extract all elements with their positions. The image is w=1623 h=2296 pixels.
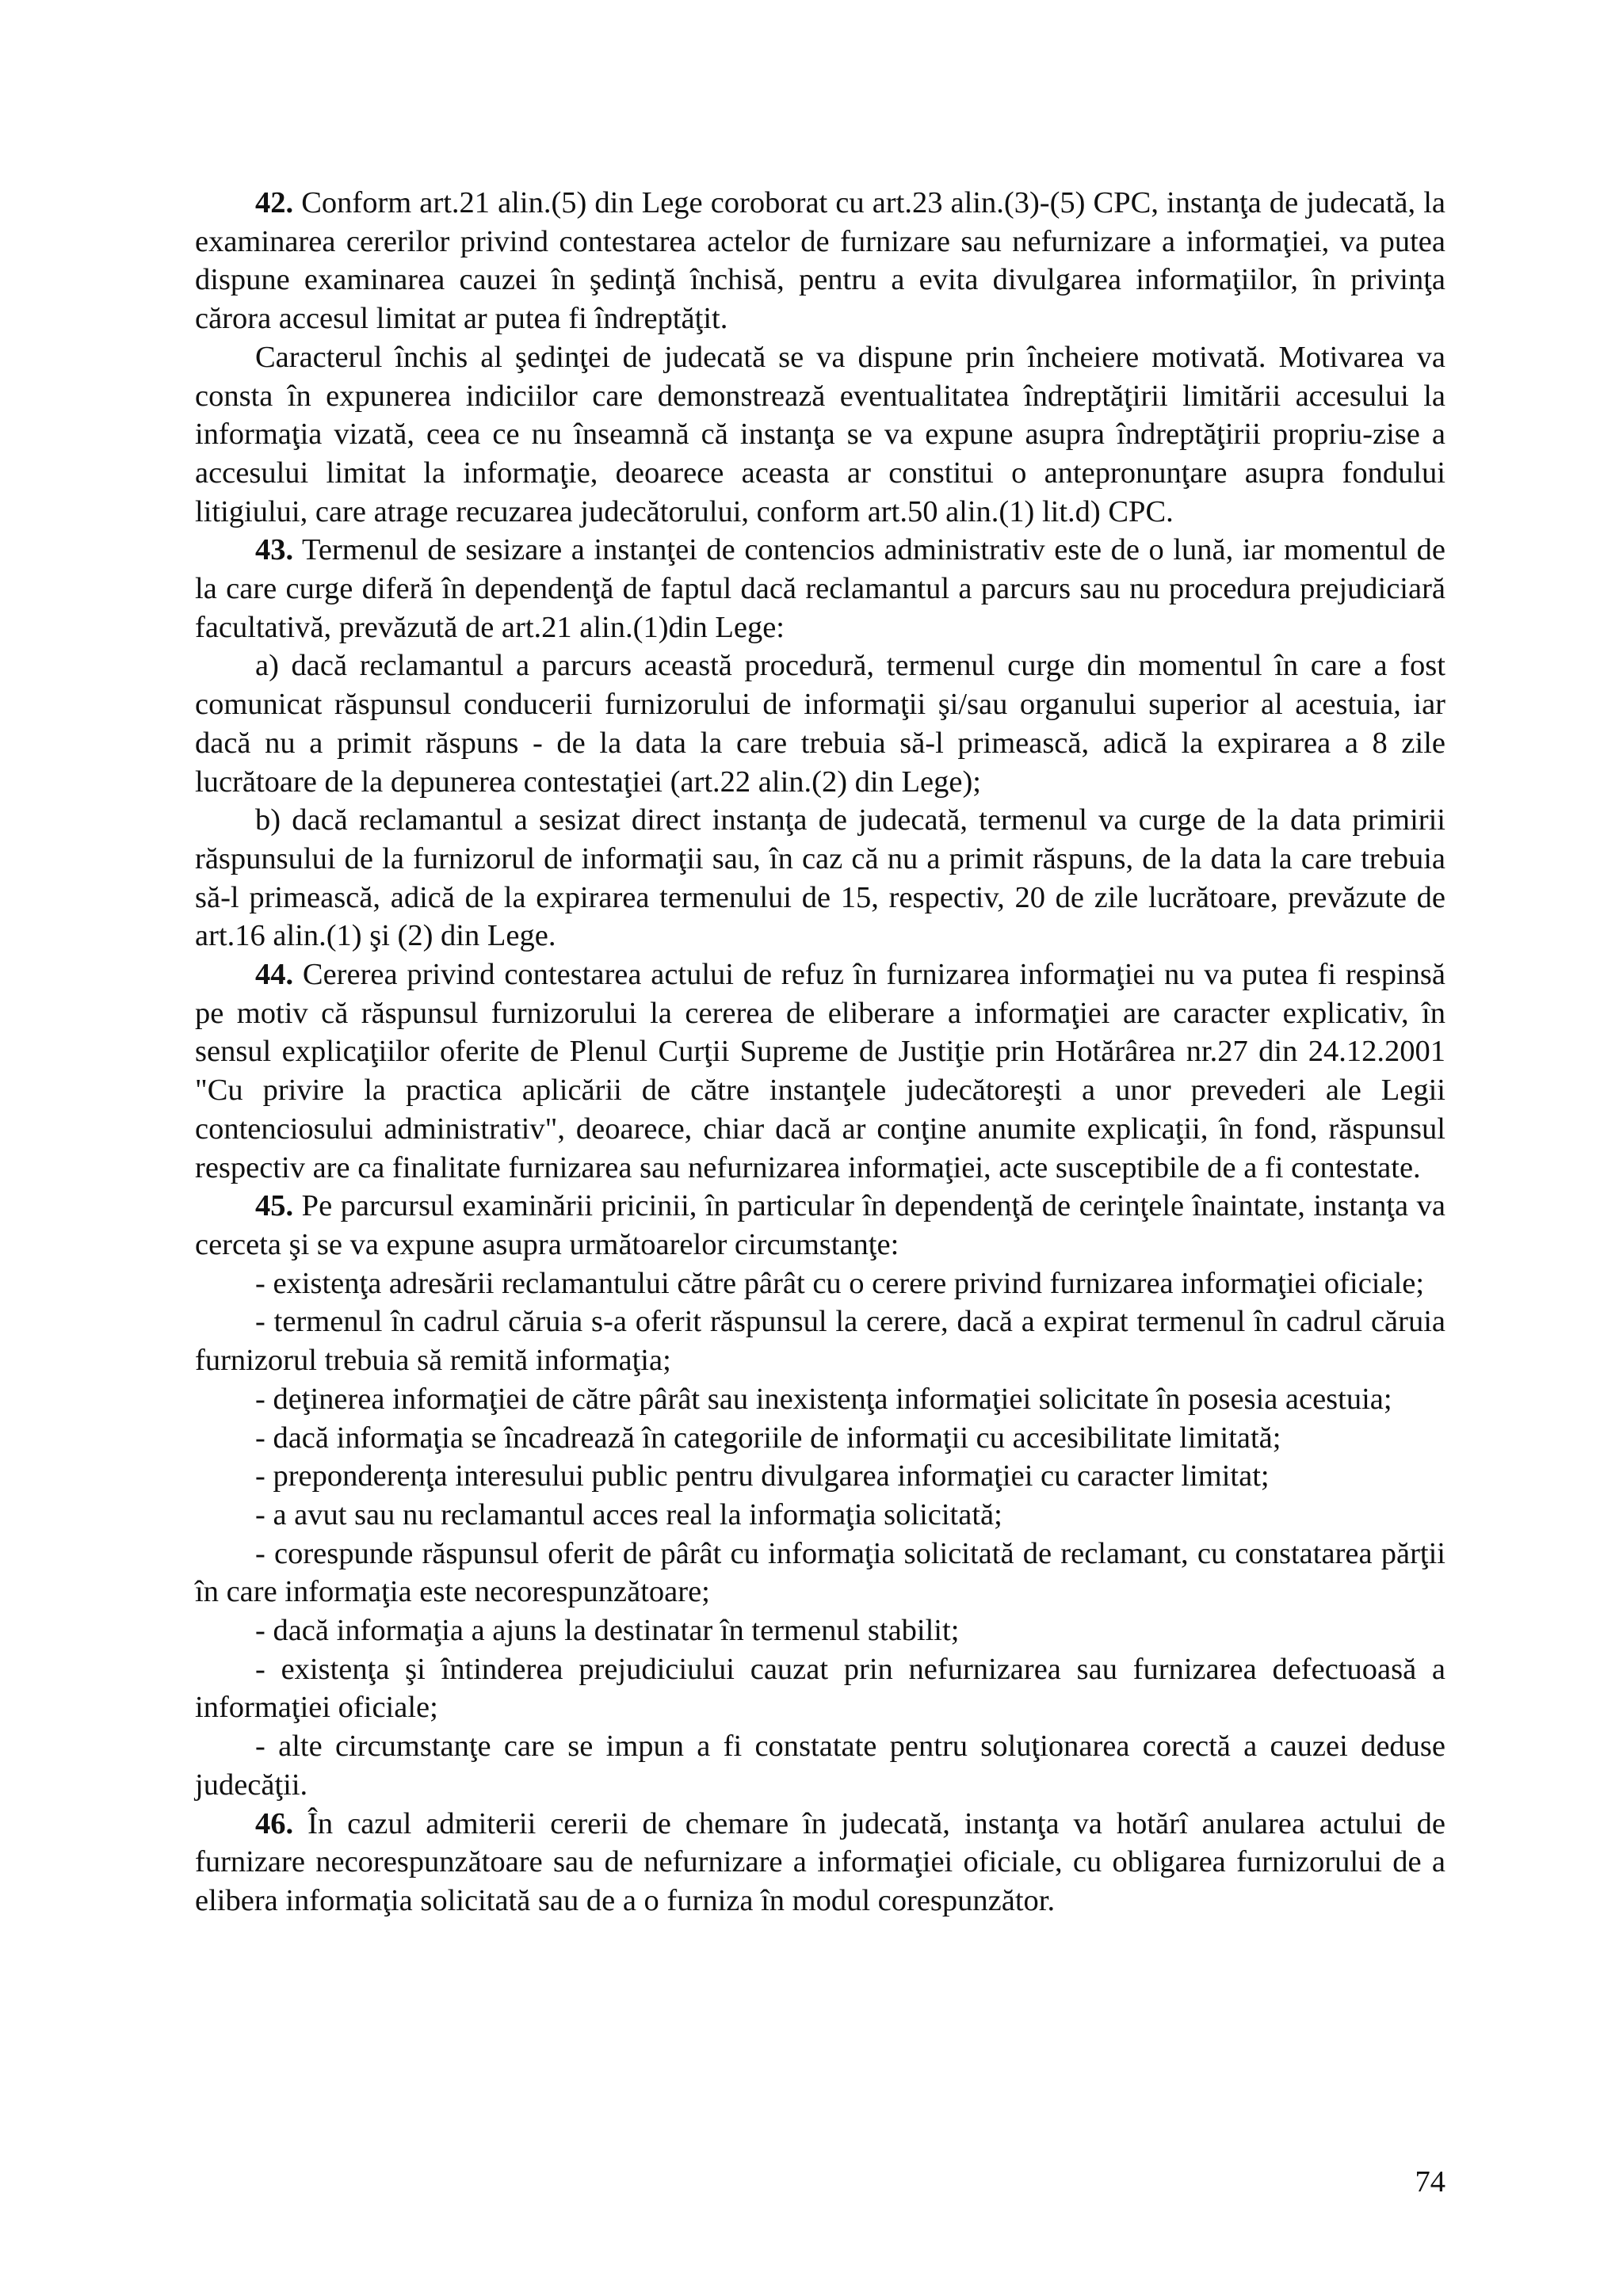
paragraph-text: - corespunde răspunsul oferit de pârât cu informaţia solicitată de reclamant, cu constatarea părţii în care informaţia este necorespunzătoare; xyxy=(195,1536,1445,1609)
circumstance-list-item xyxy=(195,1650,1445,1727)
paragraph-number: 46. xyxy=(255,1806,294,1840)
paragraph-text: - a avut sau nu reclamantul acces real la informaţia solicitată; xyxy=(255,1497,1002,1531)
document-body xyxy=(195,184,1445,1920)
circumstance-list-item xyxy=(195,1611,1445,1650)
paragraph-text: - existenţa adresării reclamantului către pârât cu o cerere privind furnizarea informaţiei oficiale; xyxy=(255,1266,1425,1300)
paragraph-text: Cererea privind contestarea actului de refuz în furnizarea informaţiei nu va putea fi respinsă pe motiv că răspunsul furnizorului la cererea de eliberare a informaţiei are caracter explicativ, în sensul explicaţiilor oferite de Plenul Curţii Supreme de Justiţie prin Hotărârea nr.27 din 24.12.2001 "Cu privire la practica aplicării de către instanţele judecătoreşti a unor prevederi ale Legii contenciosului administrativ", deoarece, chiar dacă ar conţine anumite explicaţii, în fond, răspunsul respectiv are ca finalitate furnizarea sau nefurnizarea informaţiei, acte susceptibile de a fi contestate. xyxy=(195,958,1445,1184)
paragraph-text: - deţinerea informaţiei de către pârât sau inexistenţa informaţiei solicitate în posesia acestuia; xyxy=(255,1382,1392,1416)
circumstance-list-item xyxy=(195,1496,1445,1535)
paragraph-text: a) dacă reclamantul a parcurs această procedură, termenul curge din momentul în care a fost comunicat răspunsul conducerii furnizorului de informaţii şi/sau organului superior al acestuia, iar dacă nu a primit răspuns - de la data la care trebuia să-l primească, adică la expirarea a 8 zile lucrătoare de la depunerea contestaţiei (art.22 alin.(2) din Lege); xyxy=(195,649,1445,799)
paragraph-42-closed-session xyxy=(195,338,1445,532)
paragraph-text: Pe parcursul examinării pricinii, în particular în dependenţă de cerinţele înaintate, instanţa va cerceta şi se va expune asupra următoarelor circumstanţe: xyxy=(195,1189,1445,1261)
paragraph-text: În cazul admiterii cererii de chemare în judecată, instanţa va hotărî anularea actului de furnizare necorespunzătoare sau de nefurnizare a informaţiei oficiale, cu obligarea furnizorului de a elibera informaţia solicitată sau de a o furniza în modul corespunzător. xyxy=(195,1806,1445,1917)
circumstance-list-item xyxy=(195,1380,1445,1419)
paragraph-text: - dacă informaţia a ajuns la destinatar în termenul stabilit; xyxy=(255,1614,960,1648)
paragraph-number: 43. xyxy=(255,533,294,567)
paragraph-text: Caracterul închis al şedinţei de judecată se va dispune prin încheiere motivată. Motivarea va consta în expunerea indiciilor care demonstrează eventualitatea îndreptăţirii limitării accesului la informaţia vizată, ceea ce nu înseamnă că instanţa se va expune asupra îndreptăţirii propriu-zise a accesului limitat la informaţie, deoarece aceasta ar constitui o antepronunţare asupra fondului litigiului, care atrage recuzarea judecătorului, conform art.50 alin.(1) lit.d) CPC. xyxy=(195,340,1445,528)
paragraph-43-item-b xyxy=(195,801,1445,955)
paragraph-text: b) dacă reclamantul a sesizat direct instanţa de judecată, termenul va curge de la data primirii răspunsului de la furnizorul de informaţii sau, în caz că nu a primit răspuns, de la data la care trebuia să-l primească, adică de la expirarea termenului de 15, respectiv, 20 de zile lucrătoare, prevăzute de art.16 alin.(1) şi (2) din Lege. xyxy=(195,803,1445,953)
circumstance-list-item xyxy=(195,1535,1445,1611)
circumstance-list-item xyxy=(195,1419,1445,1458)
paragraph-text: - dacă informaţia se încadrează în categoriile de informaţii cu accesibilitate limitată; xyxy=(255,1421,1281,1455)
paragraph-46 xyxy=(195,1805,1445,1920)
paragraph-43 xyxy=(195,531,1445,646)
paragraph-text: Termenul de sesizare a instanţei de contencios administrativ este de o lună, iar momentul de la care curge diferă în dependenţă de faptul dacă reclamantul a parcurs sau nu procedura prejudiciară facultativă, prevăzută de art.21 alin.(1)din Lege: xyxy=(195,533,1445,644)
paragraph-43-item-a xyxy=(195,646,1445,801)
circumstance-list-item xyxy=(195,1457,1445,1496)
paragraph-text: - existenţa şi întinderea prejudiciului cauzat prin nefurnizarea sau furnizarea defectuoasă a informaţiei oficiale; xyxy=(195,1652,1445,1725)
circumstance-list-item xyxy=(195,1727,1445,1804)
page-number: 74 xyxy=(1415,2165,1445,2199)
circumstance-list-item xyxy=(195,1264,1445,1303)
paragraph-45 xyxy=(195,1187,1445,1264)
paragraph-number: 44. xyxy=(255,958,294,992)
paragraph-44 xyxy=(195,955,1445,1187)
paragraph-42 xyxy=(195,184,1445,338)
paragraph-number: 42. xyxy=(255,186,294,219)
paragraph-text: - alte circumstanţe care se impun a fi constatate pentru soluţionarea corectă a cauzei deduse judecăţii. xyxy=(195,1730,1445,1802)
paragraph-text: - preponderenţa interesului public pentru divulgarea informaţiei cu caracter limitat; xyxy=(255,1459,1270,1493)
paragraph-text: - termenul în cadrul căruia s-a oferit răspunsul la cerere, dacă a expirat termenul în cadrul căruia furnizorul trebuia să remită informaţia; xyxy=(195,1305,1445,1378)
circumstance-list-item xyxy=(195,1302,1445,1379)
paragraph-number: 45. xyxy=(255,1189,294,1223)
paragraph-text: Conform art.21 alin.(5) din Lege coroborat cu art.23 alin.(3)-(5) CPC, instanţa de judecată, la examinarea cererilor privind contestarea actelor de furnizare sau nefurnizare a informaţiei, va putea dispune examinarea cauzei în şedinţă închisă, pentru a evita divulgarea informaţiilor, în privinţa cărora accesul limitat ar putea fi îndreptăţit. xyxy=(195,186,1445,336)
